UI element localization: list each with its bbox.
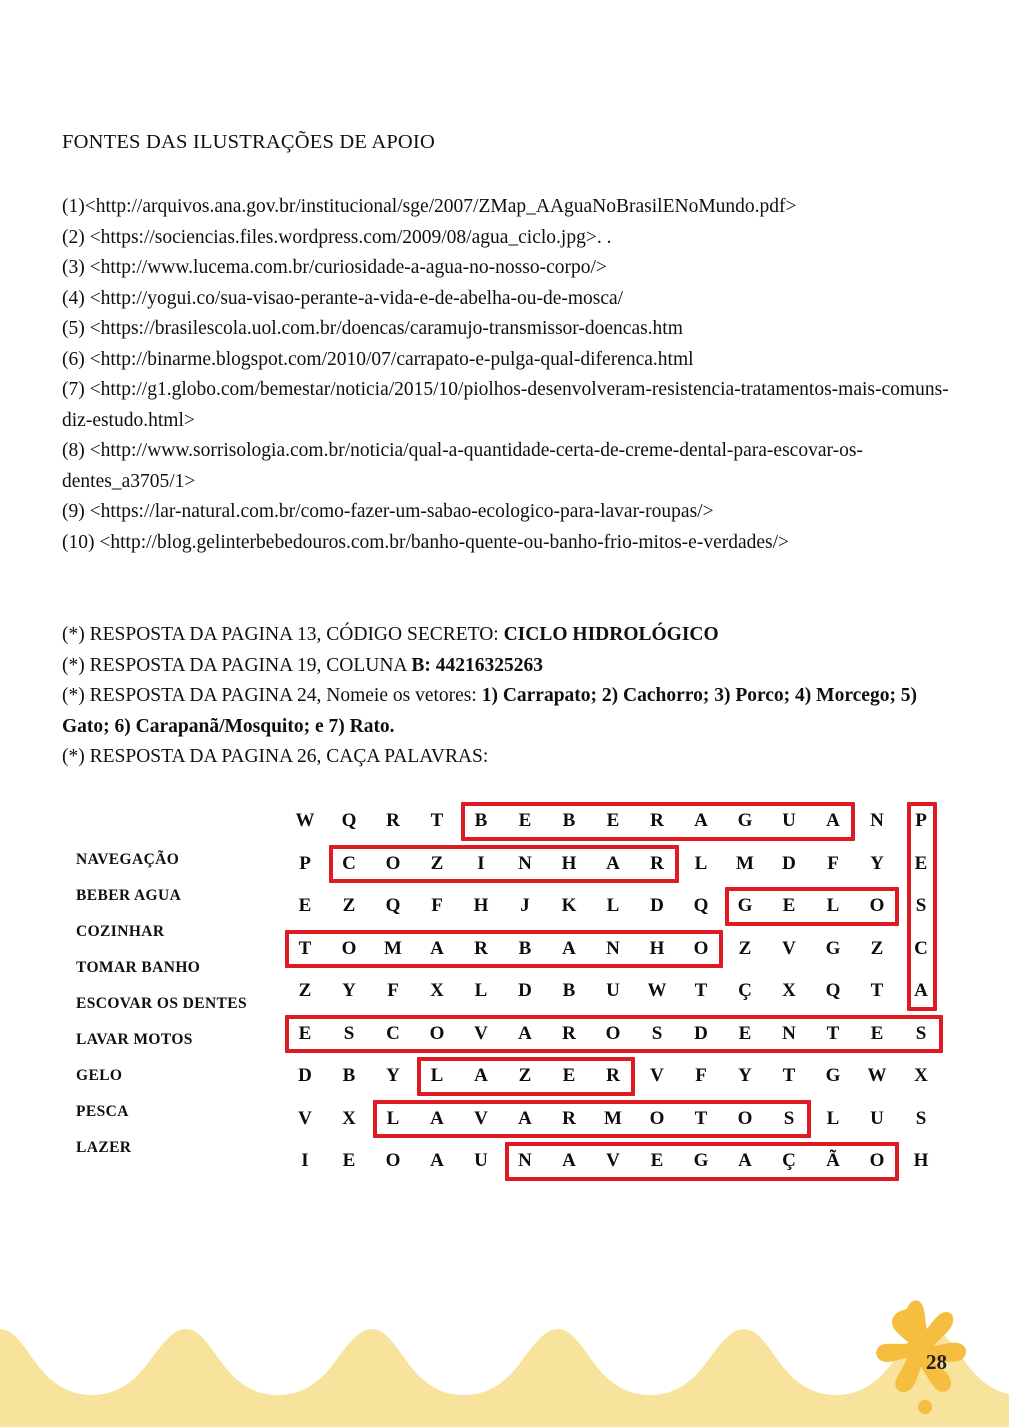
grid-cell: A: [606, 852, 620, 874]
grid-cell: O: [869, 895, 885, 916]
answer-label: (*) RESPOSTA DA PAGINA 13, CÓDIGO SECRETO:: [62, 624, 504, 645]
grid-cell: B: [518, 937, 532, 959]
grid-cell: S: [651, 1022, 663, 1044]
grid-cell: O: [341, 937, 357, 959]
grid-cell: T: [298, 937, 312, 959]
grid-cell: Y: [342, 980, 356, 1001]
grid-cell: Z: [430, 852, 444, 874]
grid-cell: R: [386, 810, 400, 831]
source-item: (6) <http://binarme.blogspot.com/2010/07/carrapato-e-pulga-qual-diferenca.html: [62, 348, 694, 370]
grid-cell: E: [298, 1022, 312, 1044]
grid-cell: O: [869, 1150, 885, 1171]
grid-cell: M: [736, 852, 754, 874]
grid-cell: Z: [870, 937, 884, 959]
grid-cell: C: [386, 1022, 400, 1044]
word-highlight-box: [417, 1057, 635, 1096]
answer-item: [62, 742, 967, 773]
grid-cell: H: [649, 937, 665, 959]
grid-cell: I: [301, 1150, 309, 1171]
grid-cell: D: [782, 852, 796, 874]
word-highlight-box: [725, 887, 899, 926]
grid-cell: S: [915, 895, 927, 916]
grid-cell: S: [343, 1022, 355, 1044]
grid-cell: R: [474, 937, 488, 959]
grid-cell: T: [430, 810, 444, 831]
grid-cell: F: [431, 895, 443, 916]
grid-cell: V: [298, 1107, 312, 1129]
source-item: (2) <https://sociencias.files.wordpress.com/2009/08/agua_ciclo.jpg>. .: [62, 226, 612, 248]
source-item: (8) <http://www.sorrisologia.com.br/noticia/qual-a-quantidade-certa-de-creme-dental-para-escovar-os-dentes_a3705/1>: [62, 440, 863, 492]
grid-cell: S: [783, 1107, 795, 1129]
grid-cell: Q: [385, 895, 401, 916]
grid-cell: A: [562, 1150, 576, 1171]
grid-cell: T: [694, 980, 708, 1001]
grid-cell: F: [387, 980, 399, 1001]
answer-label: (*) RESPOSTA DA PAGINA 26, CAÇA PALAVRAS:: [62, 746, 489, 767]
grid-cell: U: [782, 810, 796, 831]
grid-cell: L: [474, 980, 488, 1001]
grid-cell: O: [429, 1022, 445, 1044]
grid-cell: A: [826, 810, 840, 831]
grid-cell: L: [826, 895, 840, 916]
grid-cell: N: [518, 1150, 532, 1171]
grid-cell: Z: [298, 980, 312, 1001]
grid-cell: O: [385, 852, 401, 874]
grid-cell: G: [825, 1065, 841, 1086]
answer-label: (*) RESPOSTA DA PAGINA 19, COLUNA: [62, 654, 412, 676]
grid-cell: O: [605, 1022, 621, 1044]
grid-cell: V: [606, 1150, 620, 1171]
grid-cell: A: [430, 937, 444, 959]
grid-cell: B: [342, 1065, 356, 1086]
word-highlight-box: [461, 802, 855, 841]
grid-cell: S: [915, 1022, 927, 1044]
grid-cell: E: [914, 852, 928, 874]
grid-row: [284, 970, 944, 1012]
sources-list: [62, 192, 962, 558]
grid-cell: X: [914, 1065, 928, 1086]
grid-cell: Y: [870, 852, 884, 874]
grid-cell: C: [342, 852, 356, 874]
word-highlight-box: [373, 1100, 811, 1139]
grid-cell: B: [562, 980, 576, 1001]
grid-cell: X: [342, 1107, 356, 1129]
grid-cell: F: [695, 1065, 707, 1086]
decorative-wave: [0, 1267, 1009, 1427]
source-item: (3) <http://www.lucema.com.br/curiosidade-a-agua-no-nosso-corpo/>: [62, 257, 607, 278]
word-list-item: BEBER AGUA: [76, 887, 182, 904]
grid-cell: H: [473, 895, 489, 916]
grid-cell: A: [738, 1150, 752, 1171]
word-list-item: PESCA: [76, 1103, 129, 1120]
grid-cell: W: [295, 810, 315, 831]
grid-cell: Z: [342, 895, 356, 916]
grid-cell: W: [647, 980, 667, 1001]
answer-item: [62, 681, 967, 742]
grid-cell: U: [870, 1107, 884, 1129]
grid-cell: G: [737, 810, 753, 831]
word-list-item: LAVAR MOTOS: [76, 1031, 193, 1048]
grid-cell: A: [694, 810, 708, 831]
grid-cell: A: [914, 980, 928, 1001]
grid-cell: A: [518, 1022, 532, 1044]
grid-cell: L: [694, 852, 708, 874]
word-list-item: LAZER: [76, 1139, 132, 1156]
grid-cell: T: [870, 980, 884, 1001]
grid-cell: T: [826, 1022, 840, 1044]
grid-cell: Z: [518, 1065, 532, 1086]
word-list-item: GELO: [76, 1067, 123, 1084]
grid-cell: B: [474, 810, 488, 831]
word-highlight-box: [907, 802, 937, 1011]
source-item: (4) <http://yogui.co/sua-visao-perante-a-vida-e-de-abelha-ou-de-mosca/: [62, 287, 624, 309]
grid-cell: I: [477, 852, 485, 874]
grid-cell: A: [430, 1107, 444, 1129]
answer-value: CICLO HIDROLÓGICO: [503, 624, 719, 645]
grid-cell: V: [474, 1022, 488, 1044]
page-title: FONTES DAS ILUSTRAÇÕES DE APOIO: [62, 131, 435, 153]
page-number: 28: [926, 1350, 947, 1374]
grid-cell: H: [913, 1150, 929, 1171]
grid-cell: O: [385, 1150, 401, 1171]
source-item: (1)<http://arquivos.ana.gov.br/institucional/sge/2007/ZMap_AAguaNoBrasilENoMundo.pdf>: [62, 196, 797, 217]
grid-cell: X: [782, 980, 796, 1001]
word-search-grid-wrapper: [284, 800, 952, 1250]
grid-cell: N: [518, 852, 532, 874]
word-list-item: COZINHAR: [76, 923, 165, 940]
source-item: (10) <http://blog.gelinterbebedouros.com.br/banho-quente-ou-banho-frio-mitos-e-verdades/>: [62, 531, 790, 553]
grid-cell: P: [299, 852, 311, 874]
word-search-grid: [284, 800, 944, 1230]
grid-cell: D: [650, 895, 664, 916]
page-number-blot-icon: [863, 1297, 983, 1415]
grid-cell: N: [782, 1022, 796, 1044]
answer-item: [62, 651, 967, 682]
grid-cell: D: [518, 980, 532, 1001]
grid-cell: P: [915, 810, 927, 831]
grid-cell: V: [782, 937, 796, 959]
grid-cell: N: [606, 937, 620, 959]
grid-cell: U: [606, 980, 620, 1001]
grid-cell: W: [867, 1065, 887, 1086]
grid-cell: F: [827, 852, 839, 874]
grid-cell: Y: [738, 1065, 752, 1086]
word-search-word-list: [76, 842, 291, 1166]
grid-cell: L: [386, 1107, 400, 1129]
grid-cell: L: [606, 895, 620, 916]
grid-cell: Q: [341, 810, 357, 831]
grid-cell: K: [561, 895, 577, 916]
grid-cell: R: [562, 1022, 576, 1044]
grid-cell: H: [561, 852, 577, 874]
grid-cell: Q: [693, 895, 709, 916]
grid-cell: S: [915, 1107, 927, 1129]
answer-item: [62, 620, 967, 651]
grid-cell: A: [562, 937, 576, 959]
grid-cell: R: [562, 1107, 576, 1129]
grid-cell: Ã: [826, 1150, 840, 1171]
grid-cell: E: [342, 1150, 356, 1171]
grid-cell: Ç: [738, 980, 752, 1001]
grid-cell: V: [650, 1065, 664, 1086]
grid-cell: B: [562, 810, 576, 831]
grid-cell: C: [914, 937, 928, 959]
source-item: (9) <https://lar-natural.com.br/como-fazer-um-sabao-ecologico-para-lavar-roupas/>: [62, 501, 714, 522]
source-item: (7) <http://g1.globo.com/bemestar/noticia/2015/10/piolhos-desenvolveram-resistencia-tratamentos-mais-comuns-diz-estudo.html>: [62, 379, 949, 431]
grid-cell: V: [474, 1107, 488, 1129]
word-highlight-box: [329, 845, 679, 884]
grid-cell: N: [870, 810, 884, 831]
grid-cell: E: [738, 1022, 752, 1044]
grid-cell: E: [870, 1022, 884, 1044]
grid-cell: M: [604, 1107, 622, 1129]
word-list-item: NAVEGAÇÃO: [76, 851, 180, 868]
grid-cell: E: [562, 1065, 576, 1086]
grid-cell: T: [694, 1107, 708, 1129]
grid-cell: Y: [386, 1065, 400, 1086]
word-search-puzzle: [62, 800, 952, 1250]
grid-cell: A: [474, 1065, 488, 1086]
grid-cell: O: [737, 1107, 753, 1129]
grid-cell: A: [430, 1150, 444, 1171]
grid-cell: L: [826, 1107, 840, 1129]
source-item: (5) <https://brasilescola.uol.com.br/doencas/caramujo-transmissor-doencas.htm: [62, 318, 683, 339]
grid-cell: E: [782, 895, 796, 916]
grid-cell: G: [737, 895, 753, 916]
grid-cell: L: [430, 1065, 444, 1086]
grid-cell: O: [649, 1107, 665, 1129]
word-highlight-box: [285, 1015, 943, 1054]
word-list-item: ESCOVAR OS DENTES: [76, 995, 248, 1012]
answer-value: 1) Carrapato; 2) Cachorro; 3) Porco; 4) Morcego; 5) Gato; 6) Carapanã/Mosquito; e 7) Rato.: [62, 685, 918, 737]
grid-cell: E: [298, 895, 312, 916]
grid-cell: R: [650, 810, 664, 831]
grid-cell: O: [693, 937, 709, 959]
grid-cell: Z: [738, 937, 752, 959]
word-list-item: TOMAR BANHO: [76, 959, 201, 976]
grid-cell: M: [384, 937, 402, 959]
grid-cell: Q: [825, 980, 841, 1001]
grid-cell: G: [693, 1150, 709, 1171]
grid-cell: A: [518, 1107, 532, 1129]
grid-cell: T: [782, 1065, 796, 1086]
answer-value: B: 44216325263: [411, 654, 543, 676]
grid-cell: D: [694, 1022, 708, 1044]
word-highlight-box: [505, 1142, 899, 1181]
grid-cell: E: [606, 810, 620, 831]
grid-cell: J: [520, 895, 530, 916]
grid-cell: Ç: [782, 1150, 796, 1171]
answer-key-list: [62, 620, 967, 773]
grid-cell: E: [650, 1150, 664, 1171]
grid-cell: D: [298, 1065, 312, 1086]
grid-cell: U: [474, 1150, 488, 1171]
grid-cell: X: [430, 980, 444, 1001]
word-highlight-box: [285, 930, 723, 969]
grid-cell: E: [518, 810, 532, 831]
answer-label: (*) RESPOSTA DA PAGINA 24, Nomeie os vetores:: [62, 685, 482, 706]
grid-cell: R: [606, 1065, 620, 1086]
grid-cell: R: [650, 852, 664, 874]
grid-cell: G: [825, 937, 841, 959]
